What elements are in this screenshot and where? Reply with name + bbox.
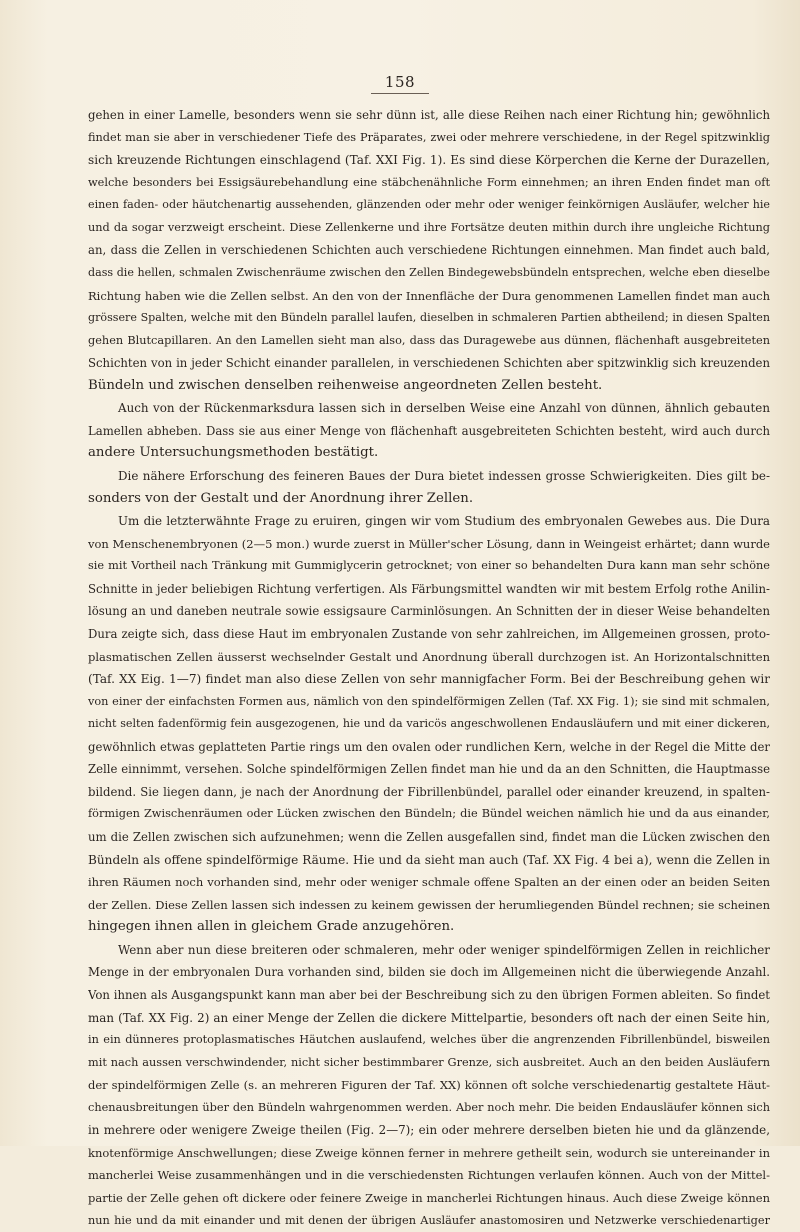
text-line: grössere Spalten, welche mit den Bündeln parallel laufen, dieselben in schmaleren Partien abtheilend; in diesen Spalten — [88, 311, 770, 325]
text-line: partie der Zelle gehen oft dickere oder feinere Zweige in mancherlei Richtungen hinaus. Auch diese Zweige können — [88, 1191, 770, 1205]
text-line: nun hie und da mit einander und mit denen der übrigen Ausläufer anastomosiren und Netzwerke verschiedenartiger — [88, 1213, 770, 1227]
text-line: Die nähere Erforschung des feineren Baues der Dura bietet indessen grosse Schwierigkeiten. Dies gilt be- — [118, 469, 770, 483]
text-line: Auch von der Rückenmarksdura lassen sich in derselben Weise eine Anzahl von dünnen, ähnlich gebauten — [118, 401, 770, 416]
text-line: sonders von der Gestalt und der Anordnung ihrer Zellen. — [88, 490, 474, 506]
text-line: nicht selten fadenförmig fein ausgezogenen, hie und da varicös angeschwollenen Endausläufern und mit einer dickeren, — [88, 717, 770, 731]
text-line: gewöhnlich etwas geplatteten Partie rings um den ovalen oder rundlichen Kern, welche in der Regel die Mitte der — [88, 739, 770, 754]
text-line: von Menschenembryonen (2—5 mon.) wurde zuerst in Müller'scher Lösung, dann in Weingeist erhärtet; dann wurde — [88, 536, 770, 551]
text-line: gehen in einer Lamelle, besonders wenn sie sehr dünn ist, alle diese Reihen nach einer Richtung hin; gewöhnlich — [88, 108, 770, 122]
text-line: um die Zellen zwischen sich aufzunehmen; wenn die Zellen ausgefallen sind, findet man die Lücken zwischen den — [88, 830, 770, 844]
text-line: sie mit Vortheil nach Tränkung mit Gummiglycerin getrocknet; von einer so behandelten Dura kann man sehr schöne — [88, 559, 770, 573]
text-line: Schichten von in jeder Schicht einander parallelen, in verschiedenen Schichten aber spitzwinklig sich kreuzenden — [88, 356, 770, 371]
text-line: Um die letzterwähnte Frage zu eruiren, gingen wir vom Studium des embryonalen Gewebes aus. Die Dura — [118, 514, 770, 529]
text-line: Schnitte in jeder beliebigen Richtung verfertigen. Als Färbungsmittel wandten wir mit bestem Erfolg rothe Anilin- — [88, 581, 770, 596]
text-line: welche besonders bei Essigsäurebehandlung eine stäbchenähnliche Form einnehmen; an ihren Enden findet man oft — [88, 175, 770, 189]
text-line: in ein dünneres protoplasmatisches Häutchen auslaufend, welches über die angrenzenden Fibrillenbündel, bisweilen — [88, 1033, 770, 1047]
text-line: dass die hellen, schmalen Zwischenräume zwischen den Zellen Bindegewebsbündeln entsprechen, welche eben dieselbe — [88, 265, 770, 279]
text-line: (Taf. XX Eig. 1—7) findet man also diese Zellen von sehr mannigfacher Form. Bei der Beschreibung gehen wir — [88, 672, 770, 687]
text-line: man (Taf. XX Fig. 2) an einer Menge der Zellen die dickere Mittelpartie, besonders oft nach der einen Seite hin, — [88, 1010, 770, 1025]
page-number-text: 158 — [371, 73, 429, 94]
page-number — [0, 73, 800, 94]
text-line: findet man sie aber in verschiedener Tiefe des Präparates, zwei oder mehrere verschiedene, in der Regel spitzwinklig — [88, 130, 770, 144]
text-line: ihren Räumen noch vorhanden sind, mehr oder weniger schmale offene Spalten an der einen oder an beiden Seiten — [88, 875, 770, 890]
text-line: von einer der einfachsten Formen aus, nämlich von den spindelförmigen Zellen (Taf. XX Fig. 1); sie sind mit schmalen, — [88, 694, 770, 708]
text-line: an, dass die Zellen in verschiedenen Schichten auch verschiedene Richtungen einnehmen. Man findet auch bald, — [88, 243, 770, 258]
text-line: förmigen Zwischenräumen oder Lücken zwischen den Bündeln; die Bündel weichen nämlich hie und da aus einander, — [88, 807, 770, 821]
text-line: Von ihnen als Ausgangspunkt kann man aber bei der Beschreibung sich zu den übrigen Formen ableiten. So findet — [88, 987, 770, 1002]
text-line: Lamellen abheben. Dass sie aus einer Menge von flächenhaft ausgebreiteten Schichten besteht, wird auch durch — [88, 423, 770, 438]
text-line: Bündeln und zwischen denselben reihenweise angeordneten Zellen besteht. — [88, 377, 603, 393]
text-line: Bündeln als offene spindelförmige Räume. Hie und da sieht man auch (Taf. XX Fig. 4 bei a), wenn die Zellen in — [88, 852, 770, 867]
text-line: chenausbreitungen über den Bündeln wahrgenommen werden. Aber noch mehr. Die beiden Endausläufer können sich — [88, 1100, 770, 1114]
text-line: und da sogar verzweigt erscheint. Diese Zellenkerne und ihre Fortsätze deuten mithin durch ihre ungleiche Richtung — [88, 220, 770, 234]
text-line: Zelle einnimmt, versehen. Solche spindelförmigen Zellen findet man hie und da an den Schnitten, die Hauptmasse — [88, 762, 770, 777]
text-line: knotenförmige Anschwellungen; diese Zweige können ferner in mehrere getheilt sein, wodurch sie untereinander in — [88, 1145, 770, 1160]
text-line: mancherlei Weise zusammenhängen und in die verschiedensten Richtungen verlaufen können. Auch von der Mittel- — [88, 1168, 770, 1183]
text-line: der Zellen. Diese Zellen lassen sich indessen zu keinem gewissen der herumliegenden Bündel rechnen; sie scheinen — [88, 897, 770, 912]
text-line: Menge in der embryonalen Dura vorhanden sind, bilden sie doch im Allgemeinen nicht die überwiegende Anzahl. — [88, 965, 770, 980]
text-line: in mehrere oder wenigere Zweige theilen (Fig. 2—7); ein oder mehrere derselben bieten hie und da glänzende, — [88, 1123, 770, 1138]
text-line: Wenn aber nun diese breiteren oder schmaleren, mehr oder weniger spindelförmigen Zellen in reichlicher — [118, 942, 770, 957]
body-text — [88, 104, 770, 1232]
text-line: Richtung haben wie die Zellen selbst. An den von der Innenfläche der Dura genommenen Lamellen findet man auch — [88, 288, 770, 303]
text-line: plasmatischen Zellen äusserst wechselnder Gestalt und Anordnung überall durchzogen ist. An Horizontalschnitten — [88, 649, 770, 664]
text-line: der spindelförmigen Zelle (s. an mehreren Figuren der Taf. XX) können oft solche verschiedenartig gestaltete Häut- — [88, 1078, 770, 1093]
text-line: mit nach aussen verschwindender, nicht sicher bestimmbarer Grenze, sich ausbreitet. Auch an den beiden Ausläufern — [88, 1055, 770, 1069]
text-line: Dura zeigte sich, dass diese Haut im embryonalen Zustande von sehr zahlreichen, im Allgemeinen grossen, proto- — [88, 626, 770, 641]
text-line: andere Untersuchungsmethoden bestätigt. — [88, 445, 379, 461]
text-line: hingegen ihnen allen in gleichem Grade anzugehören. — [88, 919, 455, 935]
text-line: sich kreuzende Richtungen einschlagend (Taf. XXI Fig. 1). Es sind diese Körperchen die Kerne der Durazellen, — [88, 153, 770, 168]
text-line: einen faden- oder häutchenartig aussehenden, glänzenden oder mehr oder weniger feinkörnigen Ausläufer, welcher hie — [88, 198, 770, 212]
text-line: gehen Blutcapillaren. An den Lamellen sieht man also, dass das Duragewebe aus dünnen, flächenhaft ausgebreiteten — [88, 333, 770, 347]
text-line: lösung an und daneben neutrale sowie essigsaure Carminlösungen. An Schnitten der in dieser Weise behandelten — [88, 604, 770, 619]
text-line: bildend. Sie liegen dann, je nach der Anordnung der Fibrillenbündel, parallel oder einander kreuzend, in spalten- — [88, 784, 770, 799]
